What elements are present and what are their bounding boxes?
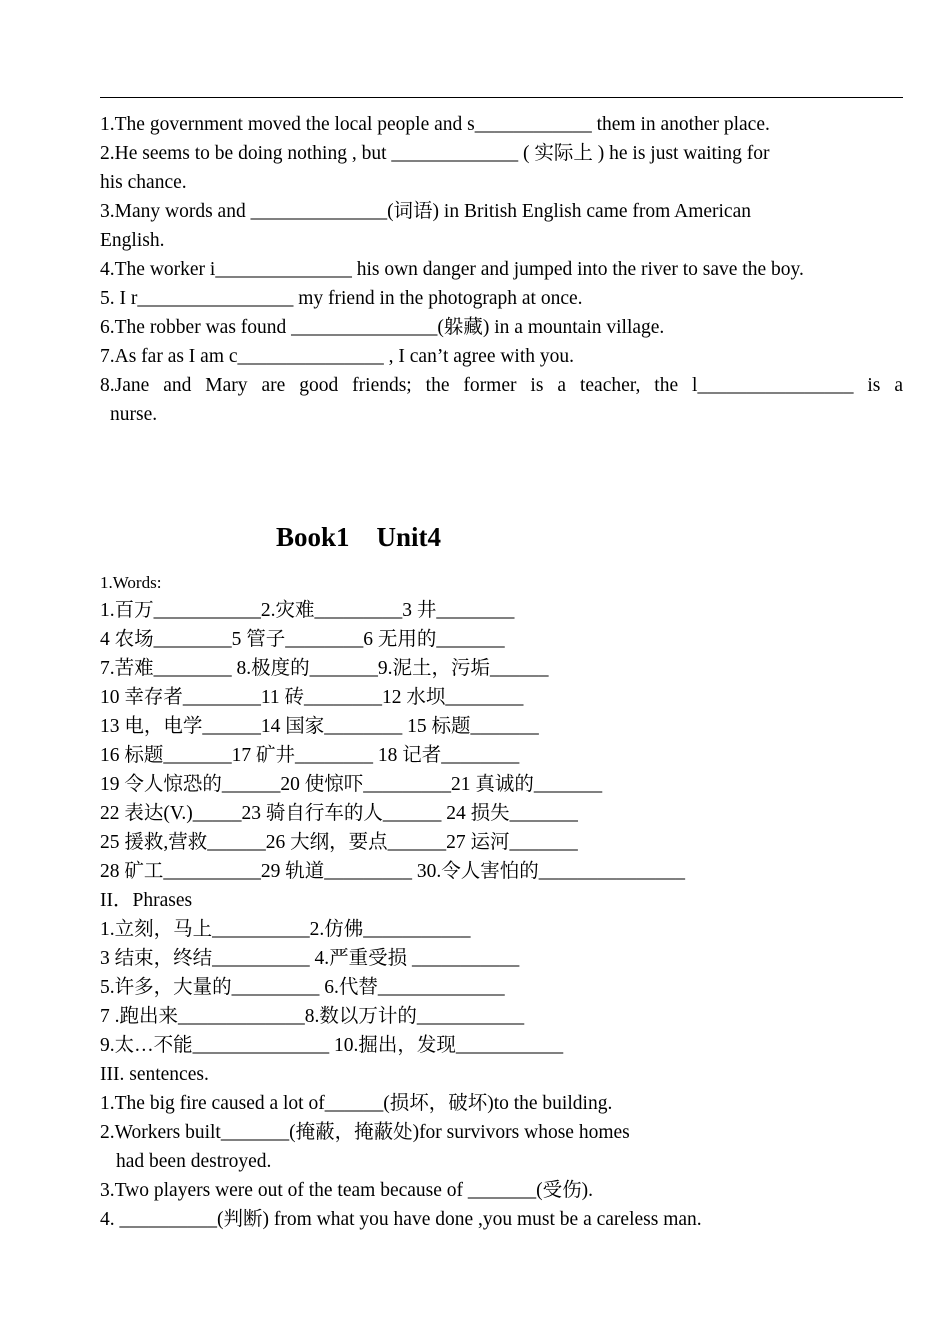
sentences-line: 2.Workers built_______(掩蔽，掩蔽处)for survivors whose homes	[100, 1122, 630, 1143]
phrases-line: 7 .跑出来_____________8.数以万计的___________	[100, 1006, 525, 1027]
words-line: 4 农场________5 管子________6 无用的_______	[100, 629, 505, 650]
phrases-heading: II．Phrases	[100, 890, 193, 911]
sentences-heading: III. sentences.	[100, 1064, 209, 1085]
exercise-line: 2.He seems to be doing nothing , but _____________ ( 实际上 ) he is just waiting for	[100, 143, 770, 164]
words-line: 13 电，电学______14 国家________ 15 标题_______	[100, 716, 539, 737]
phrases-line: 9.太…不能______________ 10.掘出，发现___________	[100, 1035, 564, 1056]
exercise-line: his chance.	[100, 172, 187, 193]
words-line: 1.百万___________2.灾难_________3 井________	[100, 600, 515, 621]
exercise-line: 4.The worker i______________ his own danger and jumped into the river to save the boy.	[100, 259, 804, 280]
sentences-line: 3.Two players were out of the team because of _______(受伤).	[100, 1180, 594, 1201]
words-line: 16 标题_______17 矿井________ 18 记者________	[100, 745, 520, 766]
fill-in-section	[100, 110, 903, 429]
words-line: 25 援救,营救______26 大纲，要点______27 运河_______	[100, 832, 578, 853]
unit-title: Book1 Unit4	[276, 522, 442, 552]
phrases-line: 1.立刻，马上__________2.仿佛___________	[100, 919, 471, 940]
top-horizontal-rule	[100, 97, 903, 98]
phrases-line: 3 结束，终结__________ 4.严重受损 ___________	[100, 948, 520, 969]
exercise-line: English.	[100, 230, 165, 251]
words-line: 22 表达(V.)_____23 骑自行车的人______ 24 损失_______	[100, 803, 578, 824]
words-line: 7.苦难________ 8.极度的_______9.泥土，污垢______	[100, 658, 549, 679]
words-line: 10 幸存者________11 砖________12 水坝________	[100, 687, 524, 708]
words-line: 28 矿工__________29 轨道_________ 30.令人害怕的_______________	[100, 861, 686, 882]
exercise-line: 8.Jane and Mary are good friends; the former is a teacher, the l________________ is a	[100, 375, 903, 396]
words-heading: 1.Words:	[100, 573, 162, 592]
exercise-line: 3.Many words and ______________(词语) in British English came from American	[100, 201, 751, 222]
exercise-line: 6.The robber was found _______________(躲藏) in a mountain village.	[100, 317, 665, 338]
exercise-line: 7.As far as I am c_______________ , I can’t agree with you.	[100, 346, 575, 367]
exercise-line: 1.The government moved the local people and s____________ them in another place.	[100, 114, 770, 135]
words-line: 19 令人惊恐的______20 使惊吓_________21 真诚的_______	[100, 774, 603, 795]
vocabulary-section	[100, 570, 903, 1234]
exercise-line: nurse.	[110, 404, 158, 425]
phrases-line: 5.许多，大量的_________ 6.代替_____________	[100, 977, 505, 998]
sentences-line: 1.The big fire caused a lot of______(损坏，破坏)to the building.	[100, 1093, 613, 1114]
exercise-line: 5. I r________________ my friend in the photograph at once.	[100, 288, 583, 309]
sentences-line: 4. __________(判断) from what you have done ,you must be a careless man.	[100, 1209, 702, 1230]
sentences-line: had been destroyed.	[116, 1151, 272, 1172]
